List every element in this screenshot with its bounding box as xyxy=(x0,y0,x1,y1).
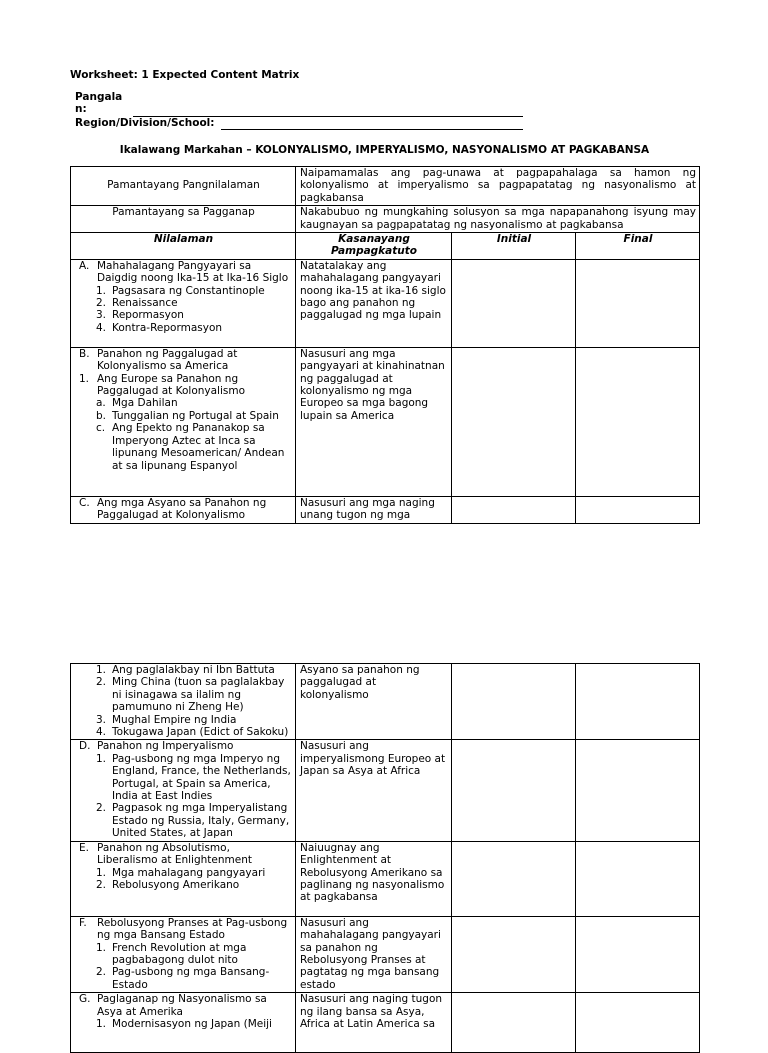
column-header-nilalaman: Nilalaman xyxy=(71,233,296,260)
content-list-item xyxy=(75,497,292,522)
content-standard-row xyxy=(71,167,700,206)
kasanayan-cell: Natatalakay ang mahahalagang pangyayari noong ika-15 at ika-16 siglo bago ang panahon ng paggalugad ng mga lupain xyxy=(296,259,452,347)
table-row xyxy=(71,993,700,1053)
kasanayan-cell: Nasusuri ang mga pangyayari at kinahinatnan ng paggalugad at kolonyalismo ng mga Europeo sa mga bagong lupain sa America xyxy=(296,347,452,496)
list-item-text: Repormasyon xyxy=(112,309,184,322)
content-list-item xyxy=(75,867,292,879)
list-marker: 1. xyxy=(96,866,107,879)
content-list-item xyxy=(75,879,292,891)
content-list-item xyxy=(75,802,292,839)
list-item-text: Mga mahalagang pangyayari xyxy=(112,866,266,879)
nilalaman-cell xyxy=(71,740,296,841)
list-marker: C. xyxy=(79,496,90,509)
nilalaman-cell xyxy=(71,841,296,916)
list-marker: E. xyxy=(79,841,89,854)
initial-cell[interactable] xyxy=(452,916,576,992)
list-item-text: Ang mga Asyano sa Panahon ng Paggalugad at Kolonyalismo xyxy=(97,496,267,522)
final-cell[interactable] xyxy=(576,347,700,496)
list-item-text: Rebolusyong Amerikano xyxy=(112,878,240,891)
final-cell[interactable] xyxy=(576,664,700,740)
content-list-item xyxy=(75,917,292,942)
nilalaman-cell xyxy=(71,496,296,523)
content-list-item xyxy=(75,322,292,334)
list-item-text: French Revolution at mga pagbabagong dulot nito xyxy=(112,941,247,966)
list-marker: a. xyxy=(96,397,106,410)
list-marker: G. xyxy=(79,993,91,1006)
page2-rows xyxy=(71,664,700,1053)
column-header-kasanayan-line1: Kasanayang xyxy=(338,233,410,246)
final-cell[interactable] xyxy=(576,740,700,841)
final-cell[interactable] xyxy=(576,916,700,992)
content-matrix-table-page1 xyxy=(70,166,700,524)
list-marker: 3. xyxy=(96,309,107,322)
table-row xyxy=(71,664,700,740)
list-item-text: Panahon ng Paggalugad at Kolonyalismo sa America xyxy=(97,347,238,373)
initial-cell[interactable] xyxy=(452,740,576,841)
content-standard-label: Pamantayang Pangnilalaman xyxy=(71,167,296,206)
list-marker: c. xyxy=(96,422,106,435)
performance-standard-row xyxy=(71,206,700,233)
content-list-item xyxy=(75,309,292,321)
final-cell[interactable] xyxy=(576,993,700,1053)
performance-standard-text: Nakabubuo ng mungkahing solusyon sa mga napapanahong isyung may kaugnayan sa pagpapatatag ng nasyonalismo at pagkabansa xyxy=(296,206,700,233)
table-row xyxy=(71,740,700,841)
list-marker: 2. xyxy=(96,878,107,891)
performance-standard-label: Pamantayang sa Pagganap xyxy=(71,206,296,233)
region-label: Region/Division/School: xyxy=(75,117,215,129)
list-item-text: Mughal Empire ng India xyxy=(112,713,237,726)
column-header-kasanayan-line2: Pampagkatuto xyxy=(331,245,417,258)
list-marker: 3. xyxy=(96,713,107,726)
content-list-item xyxy=(75,740,292,752)
column-header-final: Final xyxy=(576,233,700,260)
list-item-text: Panahon ng Imperyalismo xyxy=(97,740,234,753)
table-row xyxy=(71,916,700,992)
list-marker: 2. xyxy=(96,802,107,815)
page1-rows xyxy=(71,259,700,523)
kasanayan-cell: Nasusuri ang naging tugon ng ilang bansa sa Asya, Africa at Latin America sa xyxy=(296,993,452,1053)
kasanayan-cell: Nasusuri ang mga naging unang tugon ng mga xyxy=(296,496,452,523)
nilalaman-cell xyxy=(71,259,296,347)
list-item-text: Panahon ng Absolutismo, Liberalismo at Enlightenment xyxy=(97,841,252,867)
table-row xyxy=(71,347,700,496)
content-standard-text: Naipamamalas ang pag-unawa at pagpapahalaga sa hamon ng kolonyalismo at imperyalismo sa pagpapatatag ng nasyonalismo at pagkabansa xyxy=(296,167,700,206)
list-marker: 2. xyxy=(96,297,107,310)
list-marker: 1. xyxy=(79,372,90,385)
content-list-item xyxy=(75,942,292,967)
initial-cell[interactable] xyxy=(452,993,576,1053)
content-list-item xyxy=(75,260,292,285)
content-list-item xyxy=(75,1018,292,1030)
list-item-text: Mga Dahilan xyxy=(112,397,178,410)
list-marker: 1. xyxy=(96,284,107,297)
list-marker: 1. xyxy=(96,664,107,676)
nilalaman-cell xyxy=(71,993,296,1053)
final-cell[interactable] xyxy=(576,496,700,523)
list-item-text: Renaissance xyxy=(112,297,178,310)
list-item-text: Pagpasok ng mga Imperyalistang Estado ng Russia, Italy, Germany, United States, at Japan xyxy=(112,802,290,840)
table-row xyxy=(71,496,700,523)
list-marker: A. xyxy=(79,259,90,272)
region-field-underline[interactable] xyxy=(221,129,523,130)
list-marker: 4. xyxy=(96,726,107,739)
final-cell[interactable] xyxy=(576,259,700,347)
nilalaman-cell xyxy=(71,664,296,740)
content-list-item xyxy=(75,993,292,1018)
worksheet-title: Worksheet: 1 Expected Content Matrix xyxy=(70,69,300,81)
list-marker: 1. xyxy=(96,1017,107,1030)
content-list-item xyxy=(75,726,292,738)
kasanayan-cell: Nasusuri ang imperyalismong Europeo at Japan sa Asya at Africa xyxy=(296,740,452,841)
list-marker: F. xyxy=(79,916,87,929)
column-header-row xyxy=(71,233,700,260)
name-label-line1: Pangala xyxy=(75,91,123,103)
content-list-item xyxy=(75,753,292,803)
content-list-item xyxy=(75,664,292,676)
column-header-kasanayan xyxy=(296,233,452,260)
initial-cell[interactable] xyxy=(452,259,576,347)
table-row xyxy=(71,841,700,916)
final-cell[interactable] xyxy=(576,841,700,916)
name-label xyxy=(75,91,122,116)
nilalaman-cell xyxy=(71,916,296,992)
kasanayan-cell: Nasusuri ang mahahalagang pangyayari sa panahon ng Rebolusyong Pranses at pagtatag ng mga bansang estado xyxy=(296,916,452,992)
list-marker: 2. xyxy=(96,966,107,979)
list-marker: D. xyxy=(79,740,91,753)
list-marker: 1. xyxy=(96,941,107,954)
list-item-text: Rebolusyong Pranses at Pag-usbong ng mga Bansang Estado xyxy=(97,916,288,942)
list-marker: 4. xyxy=(96,321,107,334)
content-list-item xyxy=(75,297,292,309)
list-marker: b. xyxy=(96,409,107,422)
list-item-text: Modernisasyon ng Japan (Meiji xyxy=(112,1017,272,1030)
list-item-text: Ang Epekto ng Pananakop sa Imperyong Aztec at Inca sa lipunang Mesoamerican/ Andean at sa lipunang Espanyol xyxy=(112,422,285,472)
content-list-item xyxy=(75,422,292,472)
initial-cell[interactable] xyxy=(452,664,576,740)
list-item-text: Mahahalagang Pangyayari sa Daigdig noong Ika-15 at Ika-16 Siglo xyxy=(97,259,289,285)
content-list-item xyxy=(75,676,292,713)
list-item-text: Ang paglalakbay ni Ibn Battuta xyxy=(112,664,275,676)
kasanayan-cell: Asyano sa panahon ng paggalugad at kolonyalismo xyxy=(296,664,452,740)
list-item-text: Pagsasara ng Constantinople xyxy=(112,284,265,297)
initial-cell[interactable] xyxy=(452,347,576,496)
kasanayan-cell: Naiuugnay ang Enlightenment at Rebolusyong Amerikano sa paglinang ng nasyonalismo at pagkabansa xyxy=(296,841,452,916)
list-marker: 1. xyxy=(96,752,107,765)
content-matrix-table-page2 xyxy=(70,663,700,1053)
content-list-item xyxy=(75,842,292,867)
list-marker: B. xyxy=(79,347,90,360)
quarter-title: Ikalawang Markahan – KOLONYALISMO, IMPERYALISMO, NASYONALISMO AT PAGKABANSA xyxy=(119,144,650,156)
list-item-text: Tunggalian ng Portugal at Spain xyxy=(112,409,279,422)
content-list-item xyxy=(75,348,292,373)
column-header-initial: Initial xyxy=(452,233,576,260)
content-list-item xyxy=(75,285,292,297)
content-list-item xyxy=(75,397,292,409)
list-marker: 2. xyxy=(96,676,107,689)
initial-cell[interactable] xyxy=(452,496,576,523)
nilalaman-cell xyxy=(71,347,296,496)
list-item-text: Paglaganap ng Nasyonalismo sa Asya at Amerika xyxy=(97,993,267,1018)
content-list-item xyxy=(75,714,292,726)
content-list-item xyxy=(75,410,292,422)
list-item-text: Tokugawa Japan (Edict of Sakoku) xyxy=(112,726,289,739)
content-list-item xyxy=(75,966,292,991)
initial-cell[interactable] xyxy=(452,841,576,916)
list-item-text: Ming China (tuon sa paglalakbay ni isinagawa sa ilalim ng pamumuno ni Zheng He) xyxy=(112,676,285,714)
table-row xyxy=(71,259,700,347)
list-item-text: Kontra-Repormasyon xyxy=(112,321,223,334)
list-item-text: Ang Europe sa Panahon ng Paggalugad at Kolonyalismo xyxy=(97,372,246,398)
list-item-text: Pag-usbong ng mga Imperyo ng England, France, the Netherlands, Portugal, at Spain sa America, India at East Indies xyxy=(112,752,291,803)
list-item-text: Pag-usbong ng mga Bansang-Estado xyxy=(112,966,270,991)
content-list-item xyxy=(75,373,292,398)
name-label-line2: n: xyxy=(75,103,87,116)
